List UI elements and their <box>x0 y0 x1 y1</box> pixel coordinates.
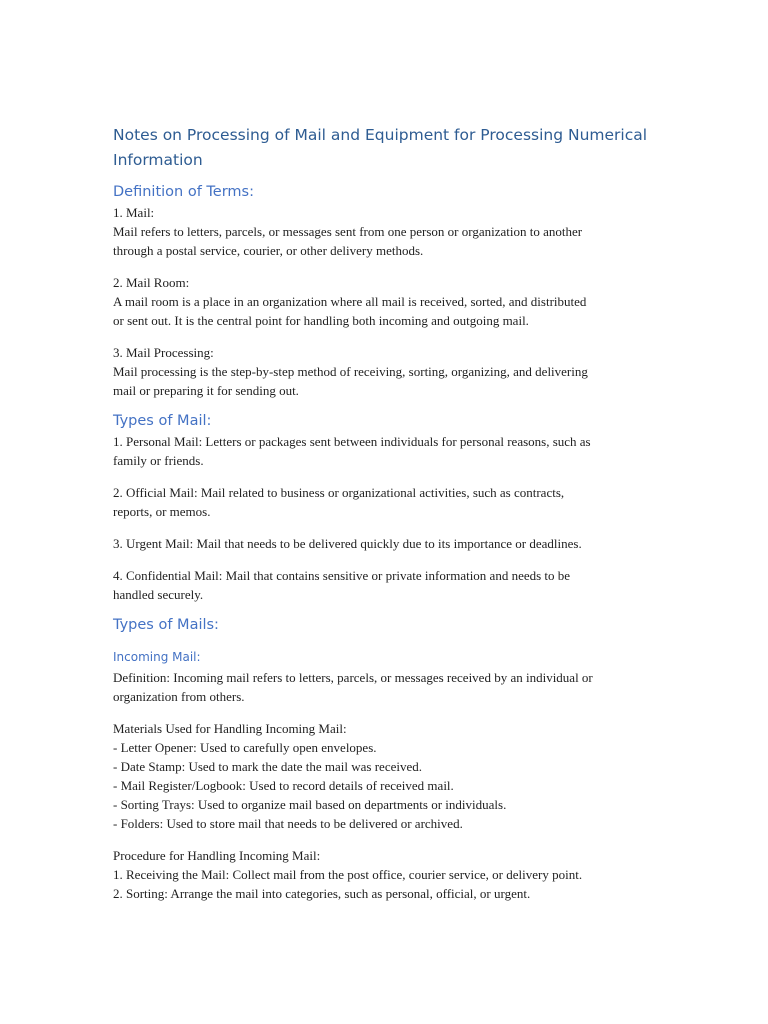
definition-mail-processing <box>113 343 673 400</box>
mail-type-text: 1. Personal Mail: Letters or packages sent between individuals for personal reasons, such as <box>113 434 591 449</box>
definition-mail <box>113 203 673 260</box>
types-of-mails-heading: Types of Mails: <box>113 617 219 633</box>
definition-text: through a postal service, courier, or other delivery methods. <box>113 243 424 258</box>
materials-item: - Letter Opener: Used to carefully open envelopes. <box>113 740 377 755</box>
definition-text: mail or preparing it for sending out. <box>113 383 299 398</box>
mail-type-urgent <box>113 534 673 553</box>
mail-type-text: 2. Official Mail: Mail related to business or organizational activities, such as contracts, <box>113 485 565 500</box>
materials-item: - Mail Register/Logbook: Used to record details of received mail. <box>113 778 454 793</box>
incoming-mail-materials <box>113 719 673 833</box>
materials-heading: Materials Used for Handling Incoming Mail: <box>113 721 347 736</box>
incoming-mail-procedure <box>113 846 673 903</box>
mail-type-text: reports, or memos. <box>113 504 211 519</box>
definition-text: Mail processing is the step-by-step method of receiving, sorting, organizing, and delivering <box>113 364 588 379</box>
definition-text: A mail room is a place in an organization where all mail is received, sorted, and distributed <box>113 294 587 309</box>
incoming-mail-definition <box>113 668 673 706</box>
mail-type-official <box>113 483 673 521</box>
mail-type-text: handled securely. <box>113 587 204 602</box>
mail-type-personal <box>113 432 673 470</box>
incoming-definition-text: Definition: Incoming mail refers to letters, parcels, or messages received by an individual or <box>113 670 593 685</box>
mail-type-text: family or friends. <box>113 453 204 468</box>
mail-type-confidential <box>113 566 673 604</box>
materials-item: - Date Stamp: Used to mark the date the mail was received. <box>113 759 423 774</box>
incoming-mail-subheading: Incoming Mail: <box>113 650 201 664</box>
document-title <box>113 123 673 173</box>
definition-text: or sent out. It is the central point for handling both incoming and outgoing mail. <box>113 313 529 328</box>
procedure-step: 2. Sorting: Arrange the mail into categories, such as personal, official, or urgent. <box>113 886 531 901</box>
procedure-heading: Procedure for Handling Incoming Mail: <box>113 848 321 863</box>
definition-term: 3. Mail Processing: <box>113 345 214 360</box>
mail-type-text: 4. Confidential Mail: Mail that contains sensitive or private information and needs to be <box>113 568 571 583</box>
definition-term: 1. Mail: <box>113 205 155 220</box>
incoming-definition-text: organization from others. <box>113 689 245 704</box>
types-of-mails-section <box>113 614 673 903</box>
title-line-2: Information <box>113 151 203 169</box>
mail-type-text: 3. Urgent Mail: Mail that needs to be delivered quickly due to its importance or deadlines. <box>113 536 582 551</box>
definitions-heading: Definition of Terms: <box>113 184 254 200</box>
materials-item: - Folders: Used to store mail that needs to be delivered or archived. <box>113 816 463 831</box>
definition-mail-room <box>113 273 673 330</box>
types-of-mail-heading: Types of Mail: <box>113 413 212 429</box>
document-page <box>113 123 673 916</box>
definitions-section <box>113 181 673 400</box>
types-of-mail-section <box>113 410 673 604</box>
definition-term: 2. Mail Room: <box>113 275 190 290</box>
title-line-1: Notes on Processing of Mail and Equipment for Processing Numerical <box>113 126 648 144</box>
procedure-step: 1. Receiving the Mail: Collect mail from the post office, courier service, or delivery point. <box>113 867 583 882</box>
materials-item: - Sorting Trays: Used to organize mail based on departments or individuals. <box>113 797 507 812</box>
definition-text: Mail refers to letters, parcels, or messages sent from one person or organization to another <box>113 224 583 239</box>
